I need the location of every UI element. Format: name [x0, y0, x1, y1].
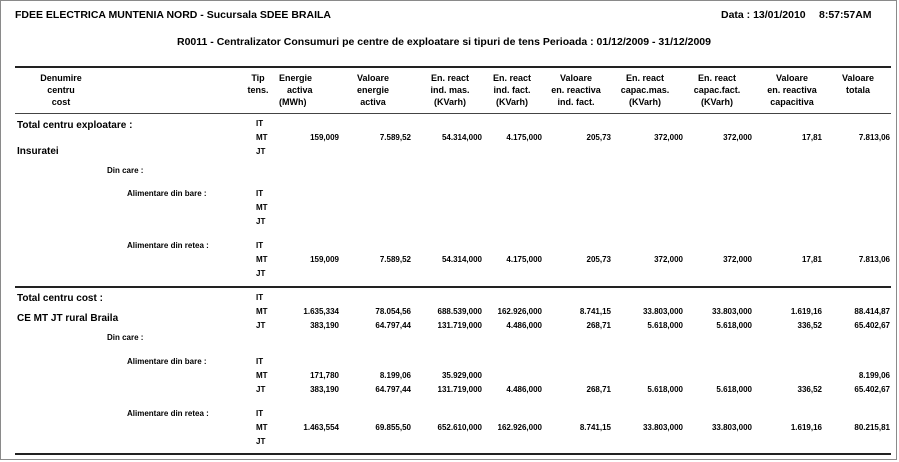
col-header-react-capac-mas: En. react capac.mas. (KVarh) [620, 73, 670, 107]
header-top-rule [15, 66, 891, 68]
label-alimentare-bare: Alimentare din bare : [127, 189, 207, 198]
table-cell: 64.797,44 [375, 321, 411, 330]
table-cell: 7.813,06 [858, 255, 890, 264]
table-cell: 7.813,06 [858, 133, 890, 142]
col-header-energie-activa: Energie activa (MWh) [279, 73, 313, 107]
tension-code: MT [256, 371, 268, 380]
tension-code: MT [256, 203, 268, 212]
table-cell: 5.618,000 [716, 321, 752, 330]
tension-code: MT [256, 255, 268, 264]
table-cell: 8.199,06 [858, 371, 890, 380]
tension-code: IT [256, 293, 264, 302]
table-cell: 5.618,000 [647, 385, 683, 394]
col-header-react-ind-mas: En. react ind. mas. (KVarh) [430, 73, 470, 107]
section-divider [15, 286, 891, 288]
table-cell: 131.719,000 [437, 321, 482, 330]
table-cell: 78.054,56 [375, 307, 411, 316]
table-cell: 162.926,000 [497, 423, 542, 432]
tension-code: JT [256, 385, 266, 394]
table-cell: 8.741,15 [579, 423, 611, 432]
table-cell: 7.589,52 [379, 255, 411, 264]
col-header-valoare-capacitiva: Valoare en. reactiva capacitiva [767, 73, 817, 107]
col-header-denumire: Denumire centru cost [40, 73, 82, 107]
label-insuratei: Insuratei [17, 146, 59, 157]
table-cell: 8.199,06 [379, 371, 411, 380]
col-header-react-ind-fact: En. react ind. fact. (KVarh) [492, 73, 532, 107]
tension-code: IT [256, 357, 264, 366]
table-cell: 33.803,000 [711, 307, 752, 316]
table-cell: 372,000 [723, 133, 752, 142]
table-cell: 33.803,000 [711, 423, 752, 432]
table-cell: 4.175,000 [506, 133, 542, 142]
col-header-tip: Tip tens. [247, 73, 269, 95]
table-cell: 336,52 [797, 385, 822, 394]
tension-code: JT [256, 217, 266, 226]
table-cell: 372,000 [654, 133, 683, 142]
label-alimentare-retea: Alimentare din retea : [127, 241, 209, 250]
table-cell: 1.619,16 [790, 423, 822, 432]
table-cell: 159,009 [310, 255, 339, 264]
table-cell: 7.589,52 [379, 133, 411, 142]
table-cell: 65.402,67 [854, 385, 890, 394]
tension-code: MT [256, 133, 268, 142]
label-din-care: Din care : [107, 166, 144, 175]
tension-code: IT [256, 241, 264, 250]
table-cell: 54.314,000 [441, 133, 482, 142]
col-header-valoare-ind-fact: Valoare en. reactiva ind. fact. [551, 73, 601, 107]
tension-code: JT [256, 321, 266, 330]
col-header-valoare-totala: Valoare totala [841, 73, 875, 95]
table-cell: 17,81 [801, 133, 822, 142]
tension-code: MT [256, 423, 268, 432]
table-cell: 372,000 [723, 255, 752, 264]
col-header-valoare-energie: Valoare energie activa [356, 73, 390, 107]
report-time: 8:57:57AM [819, 9, 872, 21]
header-bottom-rule [15, 113, 891, 114]
table-cell: 64.797,44 [375, 385, 411, 394]
report-date: Data : 13/01/2010 [721, 9, 806, 21]
label-total-cost: Total centru cost : [17, 293, 103, 304]
label-alimentare-retea: Alimentare din retea : [127, 409, 209, 418]
table-cell: 4.486,000 [506, 321, 542, 330]
table-cell: 33.803,000 [642, 307, 683, 316]
table-cell: 688.539,000 [437, 307, 482, 316]
table-cell: 8.741,15 [579, 307, 611, 316]
table-cell: 159,009 [310, 133, 339, 142]
table-cell: 372,000 [654, 255, 683, 264]
table-cell: 35.929,000 [441, 371, 482, 380]
table-cell: 131.719,000 [437, 385, 482, 394]
tension-code: JT [256, 147, 266, 156]
table-cell: 162.926,000 [497, 307, 542, 316]
table-cell: 336,52 [797, 321, 822, 330]
company-name: FDEE ELECTRICA MUNTENIA NORD - Sucursala SDEE BRAILA [15, 9, 331, 21]
table-cell: 171,780 [310, 371, 339, 380]
table-cell: 1.619,16 [790, 307, 822, 316]
table-cell: 383,190 [310, 321, 339, 330]
label-alimentare-bare: Alimentare din bare : [127, 357, 207, 366]
table-cell: 652.610,000 [437, 423, 482, 432]
tension-code: IT [256, 409, 264, 418]
table-cell: 268,71 [586, 321, 611, 330]
table-cell: 65.402,67 [854, 321, 890, 330]
label-ce-mt-jt: CE MT JT rural Braila [17, 313, 119, 324]
table-cell: 1.463,554 [303, 423, 339, 432]
table-cell: 383,190 [310, 385, 339, 394]
tension-code: IT [256, 119, 264, 128]
table-cell: 33.803,000 [642, 423, 683, 432]
tension-code: MT [256, 307, 268, 316]
table-cell: 205,73 [586, 255, 611, 264]
table-cell: 4.486,000 [506, 385, 542, 394]
tension-code: JT [256, 437, 266, 446]
label-total-exploatare: Total centru exploatare : [17, 120, 133, 131]
label-din-care: Din care : [107, 333, 144, 342]
tension-code: IT [256, 189, 264, 198]
table-cell: 88.414,87 [854, 307, 890, 316]
table-cell: 4.175,000 [506, 255, 542, 264]
table-cell: 80.215,81 [854, 423, 890, 432]
table-cell: 17,81 [801, 255, 822, 264]
tension-code: JT [256, 269, 266, 278]
table-cell: 268,71 [586, 385, 611, 394]
table-cell: 54.314,000 [441, 255, 482, 264]
report-title: R0011 - Centralizator Consumuri pe centre de exploatare si tipuri de tens Perioada : 01/12/2009 - 31/12/2009 [177, 36, 711, 48]
table-cell: 5.618,000 [647, 321, 683, 330]
table-cell: 1.635,334 [303, 307, 339, 316]
table-cell: 69.855,50 [375, 423, 411, 432]
table-cell: 5.618,000 [716, 385, 752, 394]
section-divider [15, 453, 891, 455]
table-cell: 205,73 [586, 133, 611, 142]
col-header-react-capac-fact: En. react capac.fact. (KVarh) [693, 73, 741, 107]
